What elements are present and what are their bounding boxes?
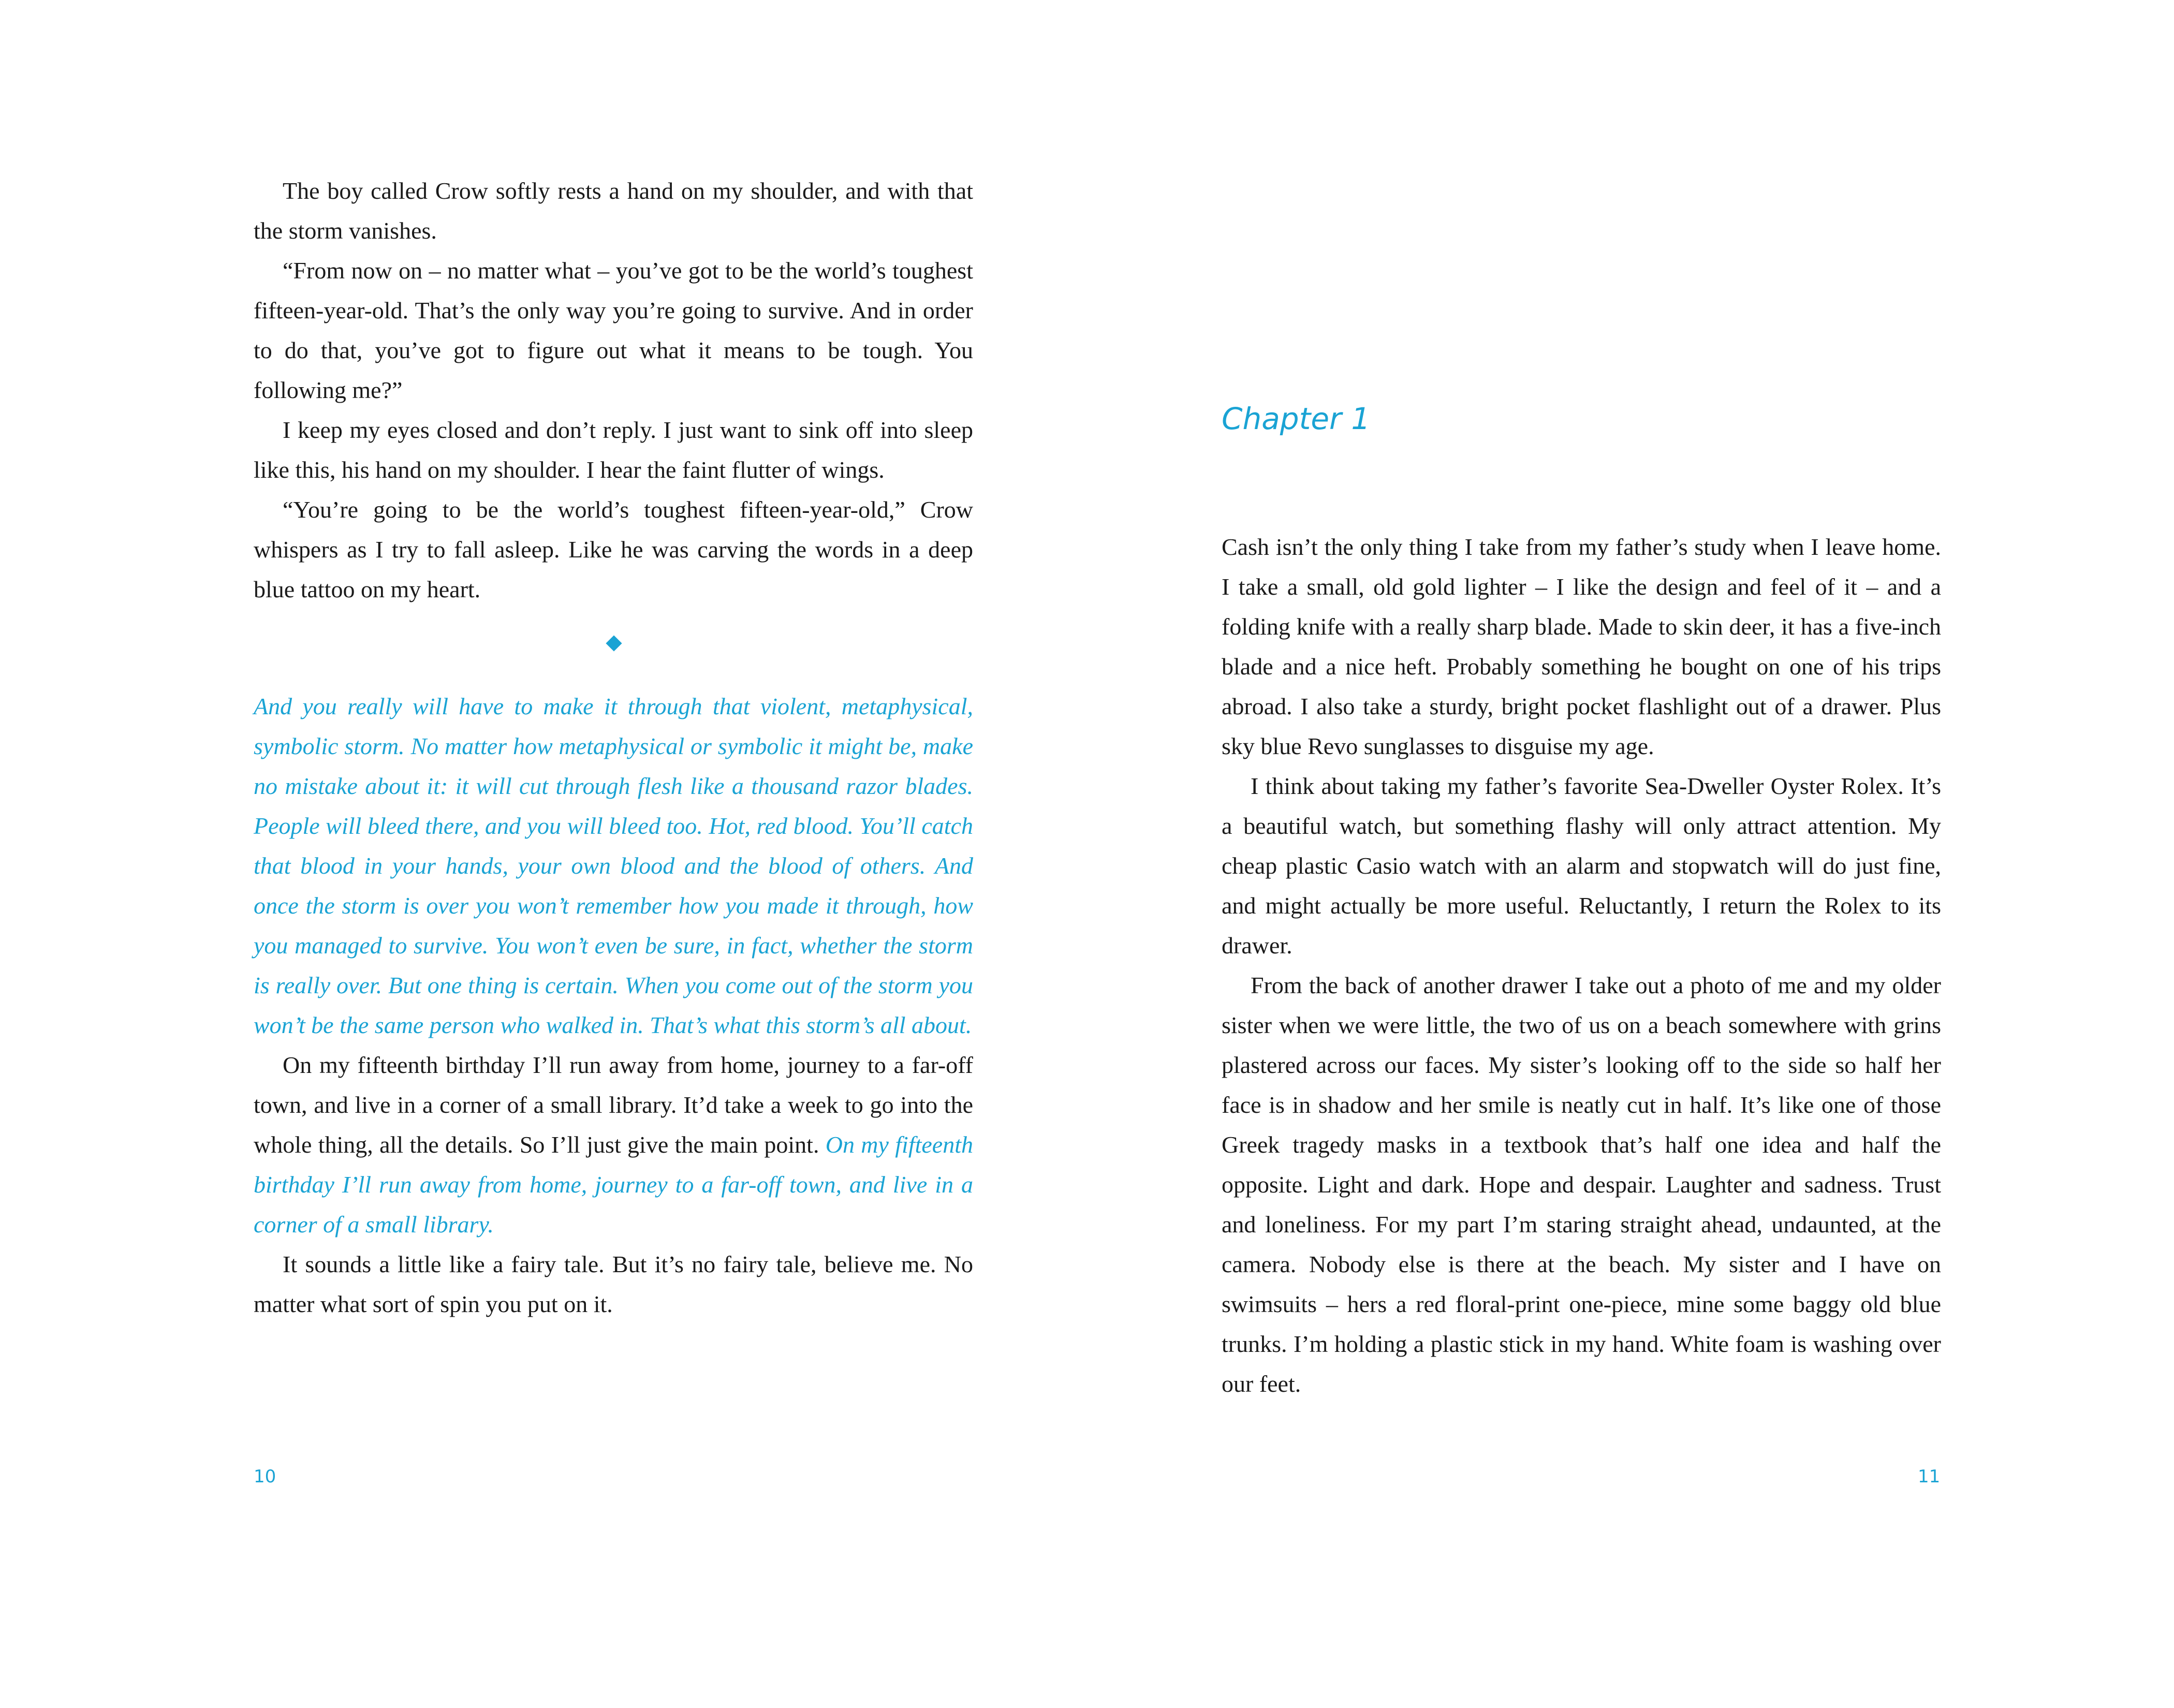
italic-storm-passage: And you really will have to make it through that violent, metaphysical, symbolic storm. No matter how metaphysical or symbolic it might be, make no mistake about it: it will cut through flesh like a thousand razor blades. People will bleed there, and you will bleed too. Hot, red blood. You’ll catch that blood in your hands, your own blood and the blood of others. And once the storm is over you won’t remember how you made it through, how you managed to survive. You won’t even be sure, in fact, whether the storm is really over. But one thing is certain. When you come out of the storm you won’t be the same person who walked in. That’s what this storm’s all about. — [254, 693, 973, 1038]
paragraph-photo: From the back of another drawer I take out a photo of me and my older sister when we were little, the two of us on a beach somewhere with grins plastered across our faces. My sister’s looking off to the side so half her face is in shadow and her smile is neatly cut in half. It’s like one of those Greek tragedy masks in a textbook that’s half one idea and half the opposite. Light and dark. Hope and despair. Laughter and sadness. Trust and loneliness. For my part I’m staring straight ahead, undaunted, at the camera. Nobody else is there at the beach. My sister and I have on swimsuits – hers a red floral-print one-piece, mine some baggy old blue trunks. I’m holding a plastic stick in my hand. White foam is washing over our feet. — [1222, 972, 1941, 1397]
paragraph-fairy-tale: It sounds a little like a fairy tale. But it’s no fairy tale, believe me. No matter what sort of spin you put on it. — [254, 1251, 973, 1317]
page-number-left: 10 — [254, 1466, 276, 1487]
paragraph-crow-hand: The boy called Crow softly rests a hand on my shoulder, and with that the storm vanishes. — [254, 178, 973, 244]
page-number-right: 11 — [1918, 1466, 1941, 1487]
chapter-title: Chapter 1 — [1222, 401, 1371, 436]
left-text-top — [254, 171, 973, 609]
right-text — [1222, 527, 1941, 1404]
paragraph-rolex: I think about taking my father’s favorite Sea-Dweller Oyster Rolex. It’s a beautiful watch, but something flashy will only attract attention. My cheap plastic Casio watch with an alarm and stopwatch will do just fine, and might actually be more useful. Reluctantly, I return the Rolex to its drawer. — [1222, 773, 1941, 959]
paragraph-crow-whispers: “You’re going to be the world’s toughest fifteen-year-old,” Crow whispers as I try to fall asleep. Like he was carving the words in a deep blue tattoo on my heart. — [254, 496, 973, 602]
paragraph-toughest: “From now on – no matter what – you’ve got to be the world’s toughest fifteen-year-old. That’s the only way you’re going to survive. And in order to do that, you’ve got to figure out what it means to be tough. You following me?” — [254, 257, 973, 403]
paragraph-cash: Cash isn’t the only thing I take from my father’s study when I leave home. I take a small, old gold lighter – I like the design and feel of it – and a folding knife with a really sharp blade. Made to skin deer, it has a five-inch blade and a nice heft. Probably something he bought on one of his trips abroad. I also take a sturdy, bright pocket flashlight out of a drawer. Plus sky blue Revo sunglasses to disguise my age. — [1222, 534, 1941, 759]
birthday-plain-text: On my fifteenth birthday I’ll run away from home, journey to a far-off town, and live in a corner of a small library. It’d take a week to go into the whole thing, all the details. So I’ll just give the main point. — [254, 1052, 973, 1158]
birthday-italic-text: On my fifteenth birthday I’ll run away from home, journey to a far-off town, and live in a corner of a small library. — [254, 1131, 974, 1238]
paragraph-birthday — [254, 1045, 973, 1244]
left-text-bottom — [254, 686, 973, 1324]
diamond-ornament-icon — [606, 635, 622, 651]
paragraph-eyes-closed: I keep my eyes closed and don’t reply. I just want to sink off into sleep like this, his hand on my shoulder. I hear the faint flutter of wings. — [254, 417, 973, 483]
